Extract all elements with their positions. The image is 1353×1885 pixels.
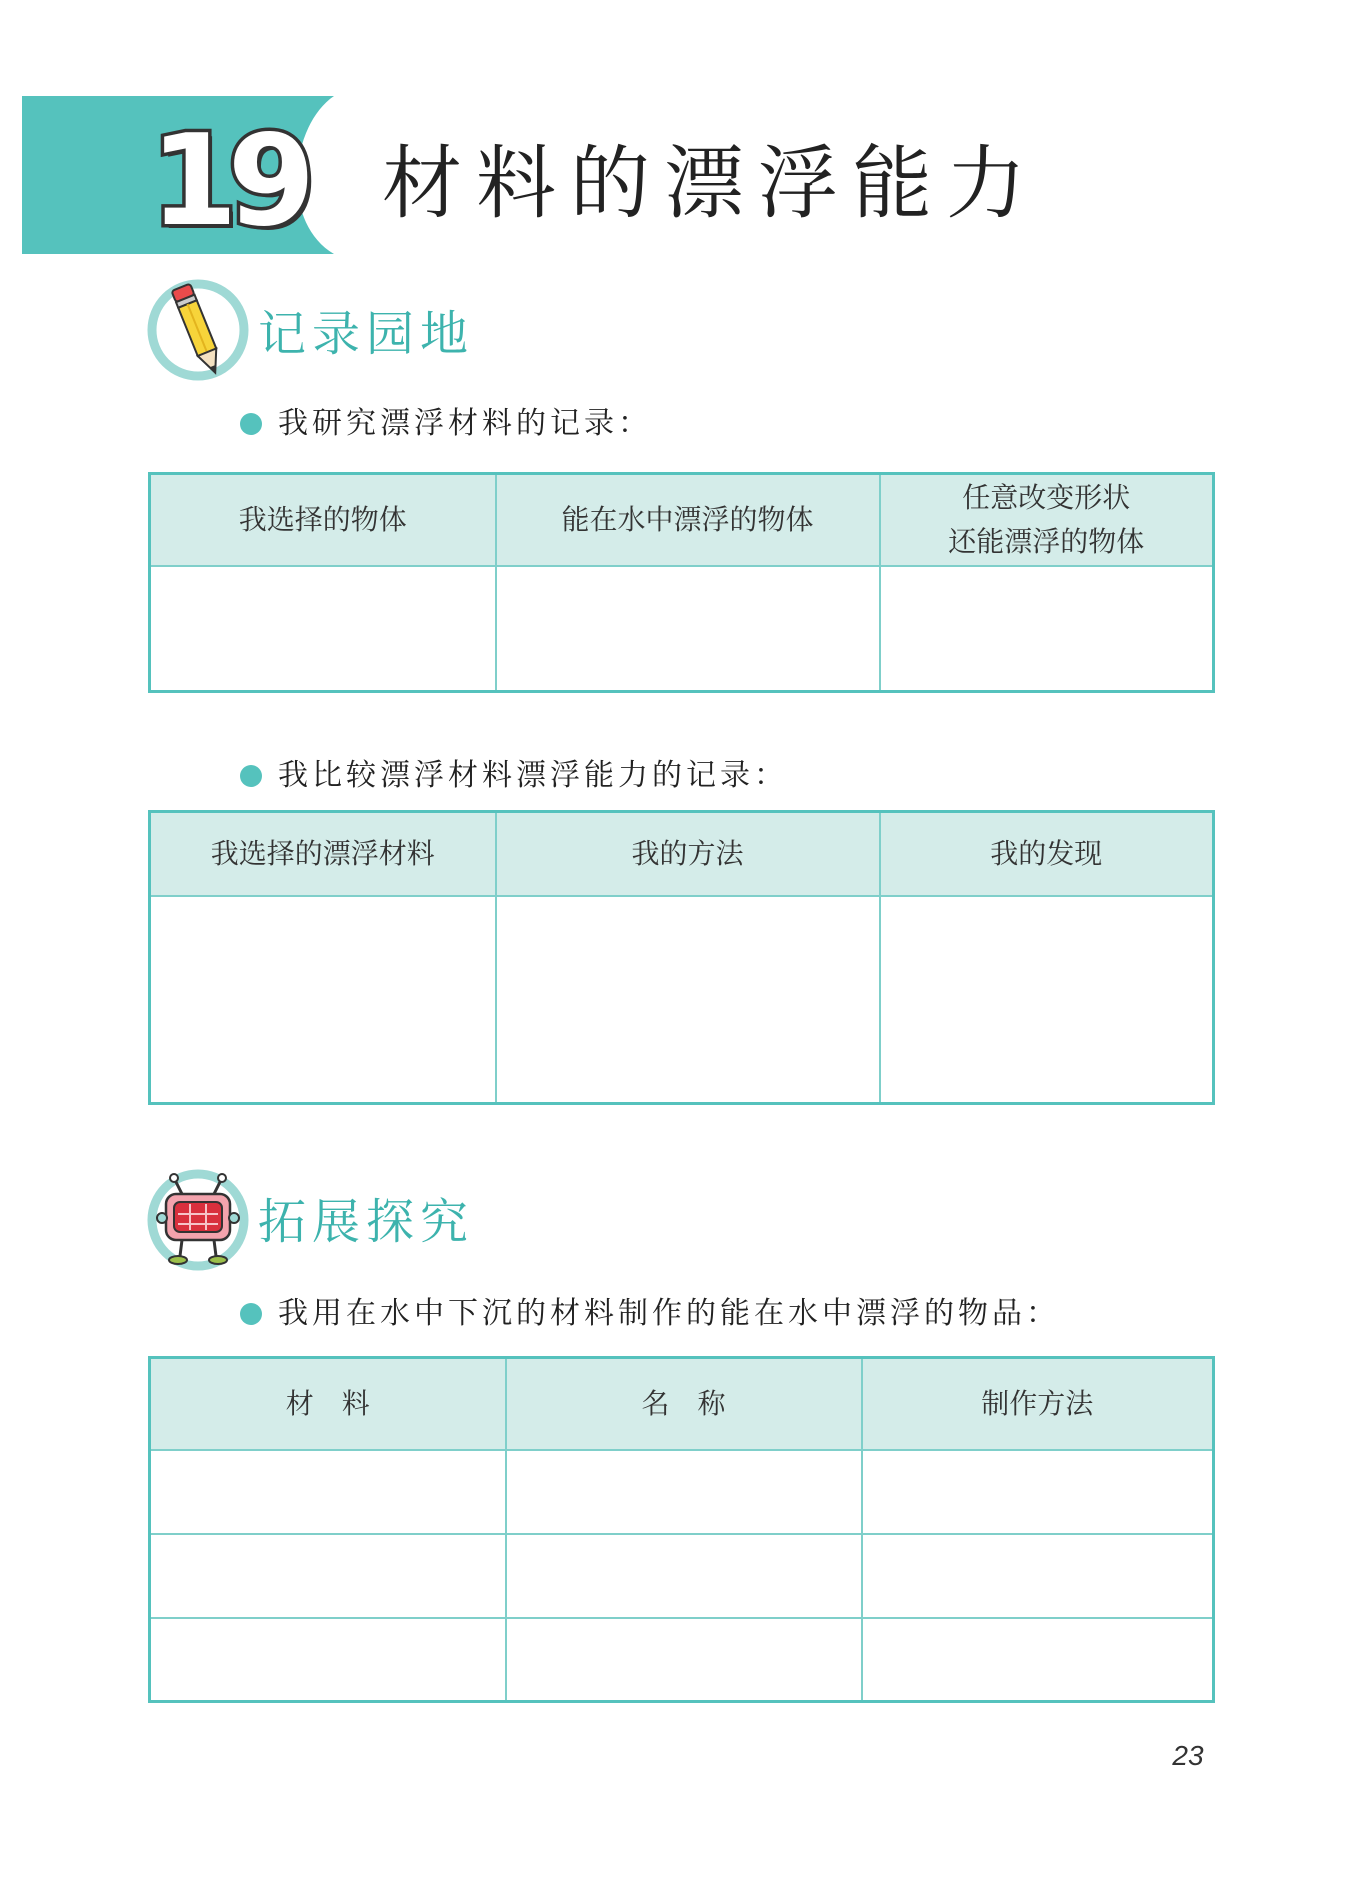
table-header: 制作方法 xyxy=(862,1358,1214,1450)
table-cell[interactable] xyxy=(506,1618,862,1702)
bullet-item xyxy=(240,1292,1060,1336)
table-header: 我选择的物体 xyxy=(150,474,496,566)
chapter-title: 材料的漂浮能力 xyxy=(382,137,1040,230)
robot-tv-icon xyxy=(146,1168,250,1272)
table-header-line: 还能漂浮的物体 xyxy=(948,524,1145,558)
bullet-text: 我比较漂浮材料漂浮能力的记录： xyxy=(278,758,788,793)
table-cell[interactable] xyxy=(880,566,1214,692)
table-cell[interactable] xyxy=(496,896,880,1104)
table-header: 材 料 xyxy=(150,1358,506,1450)
table-cell[interactable] xyxy=(880,896,1214,1104)
table-header: 名 称 xyxy=(506,1358,862,1450)
table-header: 我的方法 xyxy=(496,812,880,896)
table-header: 我选择的漂浮材料 xyxy=(150,812,496,896)
bullet-item xyxy=(240,754,788,798)
table-cell[interactable] xyxy=(150,1450,506,1534)
bullet-dot xyxy=(240,1303,262,1325)
table-header: 能在水中漂浮的物体 xyxy=(496,474,880,566)
bullet-item xyxy=(240,402,652,446)
chapter-number: 19 xyxy=(150,107,306,254)
table-cell[interactable] xyxy=(862,1618,1214,1702)
table-cell[interactable] xyxy=(862,1534,1214,1618)
bullet-text: 我研究漂浮材料的记录： xyxy=(278,406,652,441)
bullet-dot xyxy=(240,765,262,787)
table-cell[interactable] xyxy=(862,1450,1214,1534)
table-cell[interactable] xyxy=(506,1450,862,1534)
floating-objects-table xyxy=(148,472,1215,693)
table-cell[interactable] xyxy=(150,896,496,1104)
bullet-text: 我用在水中下沉的材料制作的能在水中漂浮的物品： xyxy=(278,1296,1060,1331)
making-floating-items-table xyxy=(148,1356,1215,1703)
bullet-dot xyxy=(240,413,262,435)
table-cell[interactable] xyxy=(150,1534,506,1618)
table-cell[interactable] xyxy=(150,1618,506,1702)
table-header: 我的发现 xyxy=(880,812,1214,896)
section-title-extension: 拓展探究 xyxy=(258,1194,475,1250)
floating-ability-table xyxy=(148,810,1215,1105)
table-cell[interactable] xyxy=(506,1534,862,1618)
section-title-record: 记录园地 xyxy=(258,306,475,362)
pencil-icon xyxy=(146,278,250,382)
table-header-line: 任意改变形状 xyxy=(962,480,1131,514)
page-number: 23 xyxy=(1172,1740,1204,1771)
table-header xyxy=(880,474,1214,566)
table-cell[interactable] xyxy=(496,566,880,692)
table-cell[interactable] xyxy=(150,566,496,692)
